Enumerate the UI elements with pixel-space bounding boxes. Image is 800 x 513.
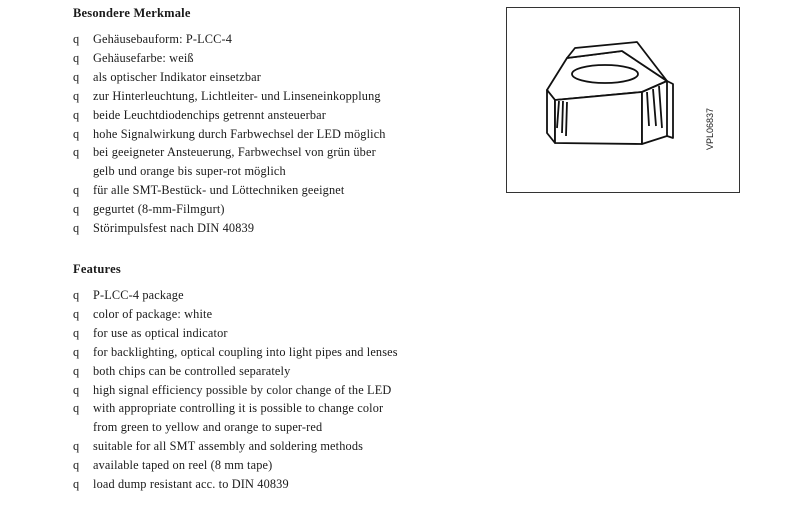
list-item xyxy=(73,456,398,475)
list-item xyxy=(73,286,398,305)
list-item xyxy=(73,475,398,494)
list-item-text: gegurtet (8-mm-Filmgurt) xyxy=(93,202,225,217)
german-features-heading: Besondere Merkmale xyxy=(73,6,191,20)
bullet-glyph: q xyxy=(73,401,80,416)
list-item-text: color of package: white xyxy=(93,306,213,321)
bullet-glyph: q xyxy=(73,69,80,84)
list-item xyxy=(73,68,386,87)
bullet-glyph: q xyxy=(73,50,80,65)
bullet-glyph: q xyxy=(73,183,80,198)
bullet-glyph: q xyxy=(73,439,80,454)
list-item-text: hohe Signalwirkung durch Farbwechsel der LED möglich xyxy=(93,126,386,141)
list-item-text: load dump resistant acc. to DIN 40839 xyxy=(93,477,289,492)
german-features-list xyxy=(73,30,386,238)
list-item-text: zur Hinterleuchtung, Lichtleiter- und Linseneinkopplung xyxy=(93,88,381,103)
list-item-text: beide Leuchtdiodenchips getrennt ansteuerbar xyxy=(93,107,326,122)
bullet-glyph: q xyxy=(73,458,80,473)
bullet-glyph: q xyxy=(73,145,80,160)
list-item xyxy=(73,324,398,343)
list-item-text: P-LCC-4 package xyxy=(93,288,184,302)
list-item-text: with appropriate controlling it is possible to change color xyxy=(93,401,384,416)
bullet-glyph: q xyxy=(73,107,80,122)
bullet-glyph: q xyxy=(73,288,80,302)
list-item-text: gelb und orange bis super-rot möglich xyxy=(93,164,286,179)
figure-label: VPL06837 xyxy=(705,107,715,150)
list-item xyxy=(73,200,386,219)
list-item xyxy=(73,381,398,400)
list-item-text: Gehäusefarbe: weiß xyxy=(93,50,194,65)
bullet-glyph: q xyxy=(73,306,80,321)
led-package-drawing xyxy=(507,8,739,192)
list-item xyxy=(73,343,398,362)
list-item xyxy=(73,30,386,49)
list-item-text: Gehäusebauform: P-LCC-4 xyxy=(93,32,233,46)
list-item xyxy=(73,181,386,200)
bullet-glyph: q xyxy=(73,88,80,103)
bullet-glyph: q xyxy=(73,363,80,378)
bullet-glyph: q xyxy=(73,477,80,492)
list-item xyxy=(73,399,398,437)
list-item xyxy=(73,362,398,381)
english-features-heading: Features xyxy=(73,262,121,276)
list-item-text: als optischer Indikator einsetzbar xyxy=(93,69,261,84)
led-package-figure xyxy=(506,7,740,193)
list-item-text: high signal efficiency possible by color change of the LED xyxy=(93,382,392,397)
list-item xyxy=(73,305,398,324)
bullet-glyph: q xyxy=(73,221,80,236)
list-item-text: suitable for all SMT assembly and soldering methods xyxy=(93,439,364,454)
bullet-glyph: q xyxy=(73,325,80,340)
list-item-text: für alle SMT-Bestück- und Löttechniken geeignet xyxy=(93,183,345,198)
list-item-text: for backlighting, optical coupling into light pipes and lenses xyxy=(93,344,398,359)
list-item xyxy=(73,143,386,181)
list-item xyxy=(73,49,386,68)
list-item-text: available taped on reel (8 mm tape) xyxy=(93,458,273,473)
bullet-glyph: q xyxy=(73,344,80,359)
list-item-text: bei geeigneter Ansteuerung, Farbwechsel von grün über xyxy=(93,145,376,160)
bullet-glyph: q xyxy=(73,126,80,141)
bullet-glyph: q xyxy=(73,202,80,217)
list-item-text: both chips can be controlled separately xyxy=(93,363,291,378)
list-item xyxy=(73,437,398,456)
list-item xyxy=(73,106,386,125)
bullet-glyph: q xyxy=(73,382,80,397)
bullet-glyph: q xyxy=(73,32,80,46)
english-features-list xyxy=(73,286,398,494)
list-item xyxy=(73,87,386,106)
list-item-text: for use as optical indicator xyxy=(93,325,228,340)
list-item xyxy=(73,219,386,238)
list-item xyxy=(73,125,386,144)
list-item-text: Störimpulsfest nach DIN 40839 xyxy=(93,221,255,236)
list-item-text: from green to yellow and orange to super-red xyxy=(93,420,323,435)
